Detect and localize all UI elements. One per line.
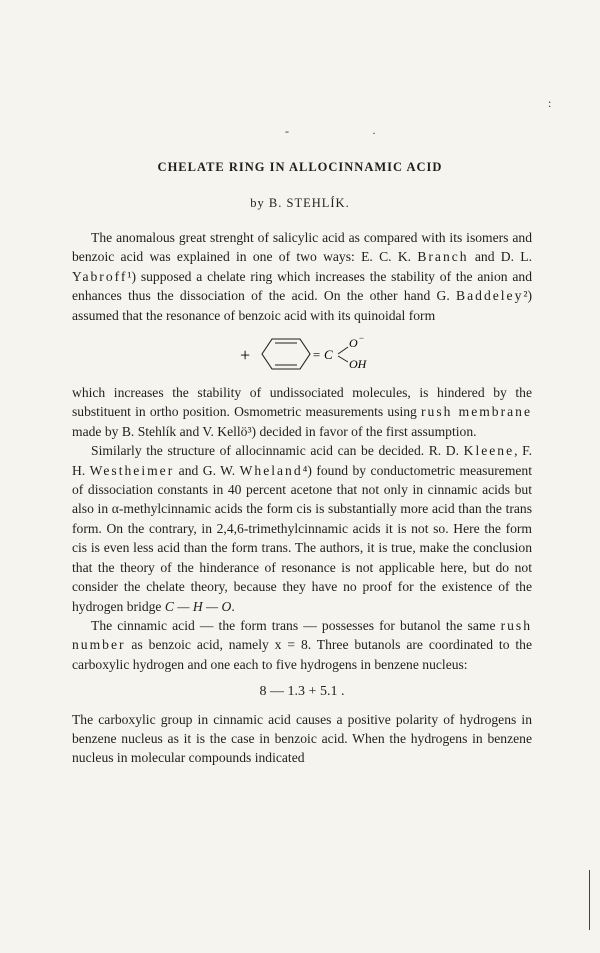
text-run: ²) assumed that the resonance of benzoic acid with its quinoidal form [72, 288, 532, 323]
text-run: ⁴) found by conductometric measurement of dissociation constants in 40 percent acetone that not only in cinnamic acids but also in α-methylcinnamic acids the form cis is substantially more acid than the trans form. On the contrary, in 2,4,6-trimethylcinnamic acids it is not so. Here the form cis is even less acid than the form trans. The authors, it is true, make the conclusion that the theory of the hinderance of resonance is not applicable here, but do not consider the chelate theory, because they have no proof for the existence of the hydrogen bridge [72, 462, 532, 614]
paragraph-1 [72, 228, 532, 325]
formula-charge: − [359, 333, 365, 344]
text-run: and D. L. [468, 249, 532, 265]
paragraph-5: The carboxylic group in cinnamic acid causes a positive polarity of hydrogens in benzene nucleus as it is the case in benzoic acid. When the hydrogens in benzene nucleus in molecular compounds indicated [72, 711, 532, 766]
paragraph-3 [72, 441, 532, 616]
page-title: CHELATE RING IN ALLOCINNAMIC ACID [157, 160, 443, 174]
text-run: . [231, 598, 235, 614]
hydrogen-bridge: C — H — O [164, 598, 232, 614]
formula-hydroxyl: OH [349, 357, 367, 372]
text-run: The cinnamic acid — the form trans — possesses for butanol the same [91, 617, 501, 633]
margin-line [589, 870, 590, 930]
author-byline: by B. STEHLÍK. [250, 196, 350, 210]
text-run: made by B. Stehlík and V. Kellö³) decided in favor of the first assumption. [72, 423, 477, 439]
text-run: and G. W. [174, 462, 240, 478]
article-body [72, 228, 532, 768]
stray-mark: - [285, 124, 289, 138]
formula-oxygen: O [349, 336, 358, 351]
text-run: The anomalous great strenght of salicylic acid as compared with its isomers and benzoic acid was explained in one of two ways: E. C. K. [72, 230, 532, 265]
emphasized-term: rush number [72, 617, 532, 653]
text-run: which increases the stability of undissociated molecules, is hindered by the substituent in ortho position. Osmometric measurements using [72, 385, 532, 420]
text-run: ¹) supposed a chelate ring which increases the stability of the anion and enhances thus the dissociation of the acid. On the other hand G. [72, 268, 532, 304]
paragraph-2 [72, 383, 532, 441]
paragraph-4 [72, 616, 532, 674]
text-run: as benzoic acid, namely x = 8. Three butanols are coordinated to the carboxylic hydrogen and one each to five hydrogens in benzene nucleus: [72, 637, 532, 672]
formula-plus: + [240, 345, 251, 366]
author-name: Branch [417, 249, 469, 265]
author-name: Westheimer [89, 462, 175, 478]
author-name: Baddeley [456, 288, 524, 304]
emphasized-term: rush membrane [421, 404, 532, 420]
stray-mark: : [548, 96, 552, 110]
author-name: Kleene [463, 443, 515, 459]
formula-carbon: = C [312, 347, 333, 363]
bond-line [338, 356, 348, 362]
stray-mark: · [372, 126, 376, 140]
text-run: , F. H. [72, 443, 532, 478]
author-name: Yabroff [72, 268, 128, 284]
coordination-equation: 8 — 1.3 + 5.1 . [259, 684, 345, 700]
quinoid-formula [72, 327, 532, 379]
quinoid-structure-diagram [72, 327, 532, 379]
author-name: Wheland [239, 462, 303, 478]
bond-line [338, 347, 348, 354]
text-run: Similarly the structure of allocinnamic acid can be decided. R. D. [91, 443, 464, 459]
